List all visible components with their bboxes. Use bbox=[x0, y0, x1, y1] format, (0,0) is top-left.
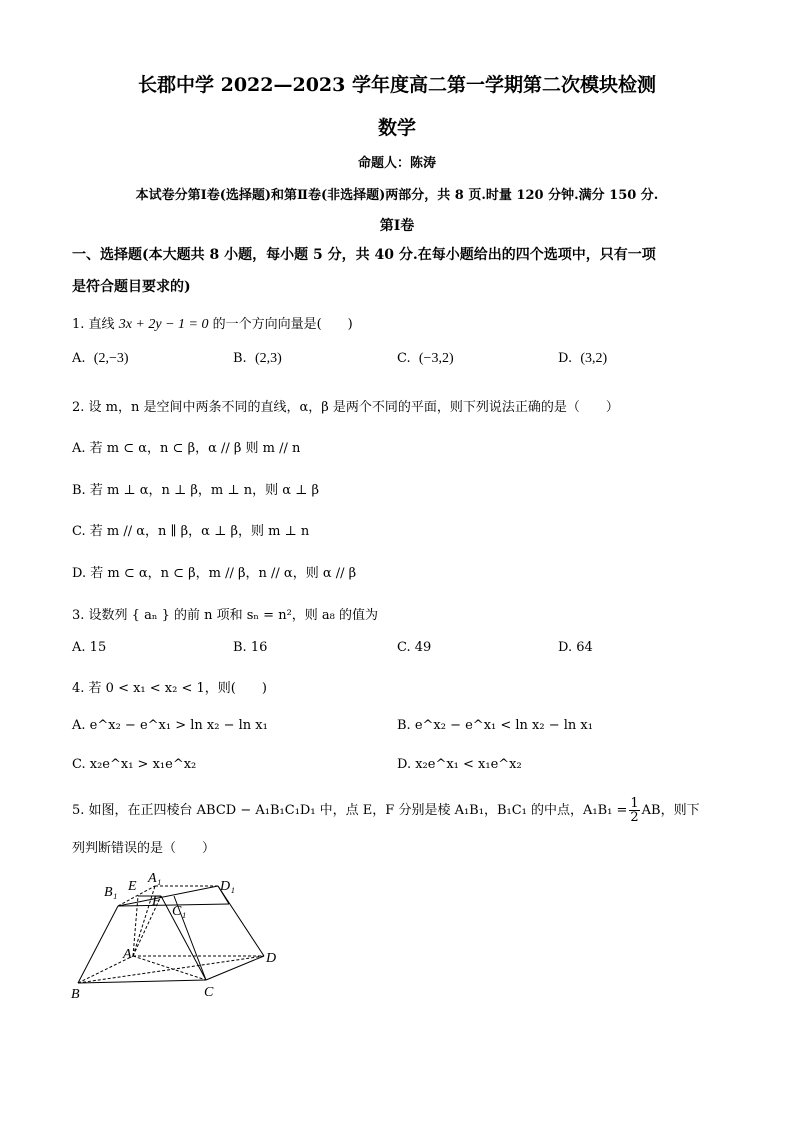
question-5-stem-line1: 5. 如图，在正四棱台 ABCD − A₁B₁C₁D₁ 中，点 E，F 分别是棱 A₁B₁，B₁C₁ 的中点，A₁B₁ = $\frac{1}{2}$ AB，则下 bbox=[72, 796, 700, 825]
question-3-option-c[interactable]: C. 49 bbox=[397, 640, 432, 655]
question-4-stem: 4. 若 0 < x₁ < x₂ < 1，则( ) bbox=[72, 681, 267, 696]
fraction-one-half: $\frac{1}{2}$ bbox=[630, 796, 639, 825]
frustum-figure bbox=[68, 868, 293, 1003]
label-a1: A₁ bbox=[148, 871, 162, 886]
question-1-option-b[interactable]: B. (2,3) bbox=[233, 351, 282, 366]
question-2-option-a[interactable]: A. 若 m ⊂ α，n ⊂ β，α // β 则 m // n bbox=[72, 441, 301, 456]
question-4-option-a[interactable]: A. e^x₂ − e^x₁ > ln x₂ − ln x₁ bbox=[72, 718, 268, 733]
label-a: A bbox=[123, 947, 132, 962]
exam-title: 长郡中学 2022—2023 学年度高二第一学期第二次模块检测 bbox=[138, 74, 656, 96]
question-1-option-c[interactable]: C. (−3,2) bbox=[397, 351, 454, 366]
subject-title: 数学 bbox=[377, 117, 416, 139]
author-line: 命题人：陈涛 bbox=[357, 156, 436, 171]
question-2-option-d[interactable]: D. 若 m ⊂ α，n ⊂ β，m // β，n // α，则 α // β bbox=[72, 566, 357, 581]
question-3-option-b[interactable]: B. 16 bbox=[233, 640, 268, 655]
section-heading-line2: 是符合题目要求的) bbox=[72, 279, 191, 295]
question-1-option-a[interactable]: A. (2,−3) bbox=[72, 351, 129, 366]
question-1-option-d[interactable]: D. (3,2) bbox=[558, 351, 608, 366]
question-4-option-d[interactable]: D. x₂e^x₁ < x₁e^x₂ bbox=[397, 757, 522, 772]
volume-heading: 第Ⅰ卷 bbox=[379, 218, 415, 234]
label-c1: C₁ bbox=[172, 904, 187, 919]
label-e: E bbox=[128, 879, 137, 894]
label-d1: D₁ bbox=[220, 879, 235, 894]
question-2-stem: 2. 设 m，n 是空间中两条不同的直线，α，β 是两个不同的平面，则下列说法正确的是（ ） bbox=[72, 400, 619, 415]
label-f: F bbox=[152, 894, 161, 909]
question-2-option-c[interactable]: C. 若 m // α，n ∥ β，α ⊥ β，则 m ⊥ n bbox=[72, 524, 310, 539]
question-1-stem: 1. 直线 3x + 2y − 1 = 0 的一个方向向量是( ) bbox=[72, 317, 353, 332]
question-3-stem: 3. 设数列 { aₙ } 的前 n 项和 sₙ = n²，则 a₈ 的值为 bbox=[72, 608, 379, 623]
label-c: C bbox=[204, 985, 214, 1000]
question-3-option-d[interactable]: D. 64 bbox=[558, 640, 593, 655]
question-5-stem-line2: 列判断错误的是（ ） bbox=[72, 841, 216, 856]
question-2-option-b[interactable]: B. 若 m ⊥ α，n ⊥ β，m ⊥ n，则 α ⊥ β bbox=[72, 483, 320, 498]
question-4-option-c[interactable]: C. x₂e^x₁ > x₁e^x₂ bbox=[72, 757, 197, 772]
exam-notice: 本试卷分第Ⅰ卷(选择题)和第Ⅱ卷(非选择题)两部分，共 8 页.时量 120 分钟.满分 150 分. bbox=[135, 188, 659, 203]
section-heading-line1: 一、选择题(本大题共 8 小题，每小题 5 分，共 40 分.在每小题给出的四个选项中，只有一项 bbox=[72, 247, 656, 263]
question-4-option-b[interactable]: B. e^x₂ − e^x₁ < ln x₂ − ln x₁ bbox=[397, 718, 593, 733]
label-d: D bbox=[266, 951, 277, 966]
line-equation: 3x + 2y − 1 = 0 bbox=[118, 317, 209, 332]
label-b: B bbox=[71, 987, 80, 1002]
label-b1: B₁ bbox=[104, 885, 118, 900]
question-3-option-a[interactable]: A. 15 bbox=[72, 640, 107, 655]
